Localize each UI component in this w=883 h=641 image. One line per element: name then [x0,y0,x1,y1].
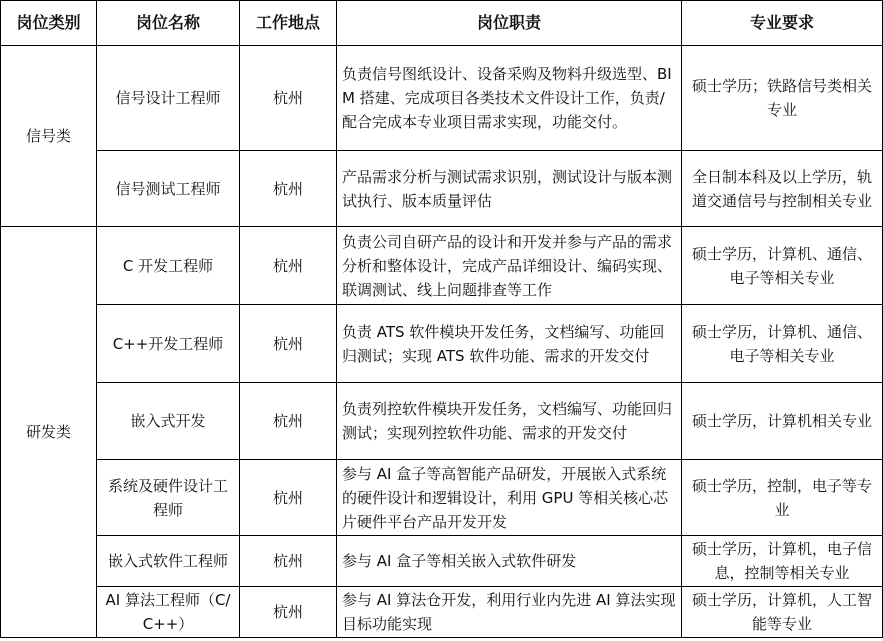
table-row [1,587,883,638]
job-name: AI 算法工程师（C/C++） [97,587,240,638]
job-name: 信号设计工程师 [97,46,240,151]
job-duty: 负责信号图纸设计、设备采购及物料升级选型、BIM 搭建、完成项目各类技术文件设计工作，负责/配合完成本专业项目需求实现，功能交付。 [337,46,682,151]
header-category: 岗位类别 [1,1,97,46]
table-row [1,460,883,536]
category-cell: 信号类 [1,46,97,227]
job-location: 杭州 [240,305,337,383]
job-requirement: 硕士学历，计算机、通信、电子等相关专业 [682,227,883,305]
job-location: 杭州 [240,587,337,638]
job-requirement: 硕士学历，计算机相关专业 [682,383,883,460]
job-name: C 开发工程师 [97,227,240,305]
header-name: 岗位名称 [97,1,240,46]
header-row [1,1,883,46]
job-name: C++开发工程师 [97,305,240,383]
header-duty: 岗位职责 [337,1,682,46]
job-duty: 负责 ATS 软件模块开发任务，文档编写、功能回归测试；实现 ATS 软件功能、需求的开发交付 [337,305,682,383]
job-location: 杭州 [240,151,337,227]
header-requirement: 专业要求 [682,1,883,46]
job-requirement: 硕士学历，控制，电子等专业 [682,460,883,536]
job-duty: 参与 AI 盒子等相关嵌入式软件研发 [337,536,682,587]
job-requirement: 硕士学历；铁路信号类相关专业 [682,46,883,151]
job-location: 杭州 [240,536,337,587]
job-requirement: 硕士学历，计算机、通信、电子等相关专业 [682,305,883,383]
table-row [1,151,883,227]
job-duty: 负责列控软件模块开发任务，文档编写、功能回归测试；实现列控软件功能、需求的开发交付 [337,383,682,460]
job-duty: 产品需求分析与测试需求识别，测试设计与版本测试执行、版本质量评估 [337,151,682,227]
job-location: 杭州 [240,383,337,460]
job-duty: 参与 AI 算法仓开发，利用行业内先进 AI 算法实现目标功能实现 [337,587,682,638]
job-name: 信号测试工程师 [97,151,240,227]
job-requirement: 硕士学历，计算机，人工智能等专业 [682,587,883,638]
table-row [1,305,883,383]
job-name: 嵌入式开发 [97,383,240,460]
job-location: 杭州 [240,46,337,151]
table-row [1,46,883,151]
job-location: 杭州 [240,227,337,305]
category-cell: 研发类 [1,227,97,638]
table-row [1,383,883,460]
job-location: 杭州 [240,460,337,536]
job-name: 嵌入式软件工程师 [97,536,240,587]
job-requirement: 全日制本科及以上学历，轨道交通信号与控制相关专业 [682,151,883,227]
job-requirement: 硕士学历，计算机，电子信息，控制等相关专业 [682,536,883,587]
header-location: 工作地点 [240,1,337,46]
table-row [1,536,883,587]
job-name: 系统及硬件设计工程师 [97,460,240,536]
job-duty: 参与 AI 盒子等高智能产品研发，开展嵌入式系统的硬件设计和逻辑设计，利用 GPU 等相关核心芯片硬件平台产品开发开发 [337,460,682,536]
job-duty: 负责公司自研产品的设计和开发并参与产品的需求分析和整体设计，完成产品详细设计、编码实现、联调测试、线上问题排查等工作 [337,227,682,305]
table-row [1,227,883,305]
